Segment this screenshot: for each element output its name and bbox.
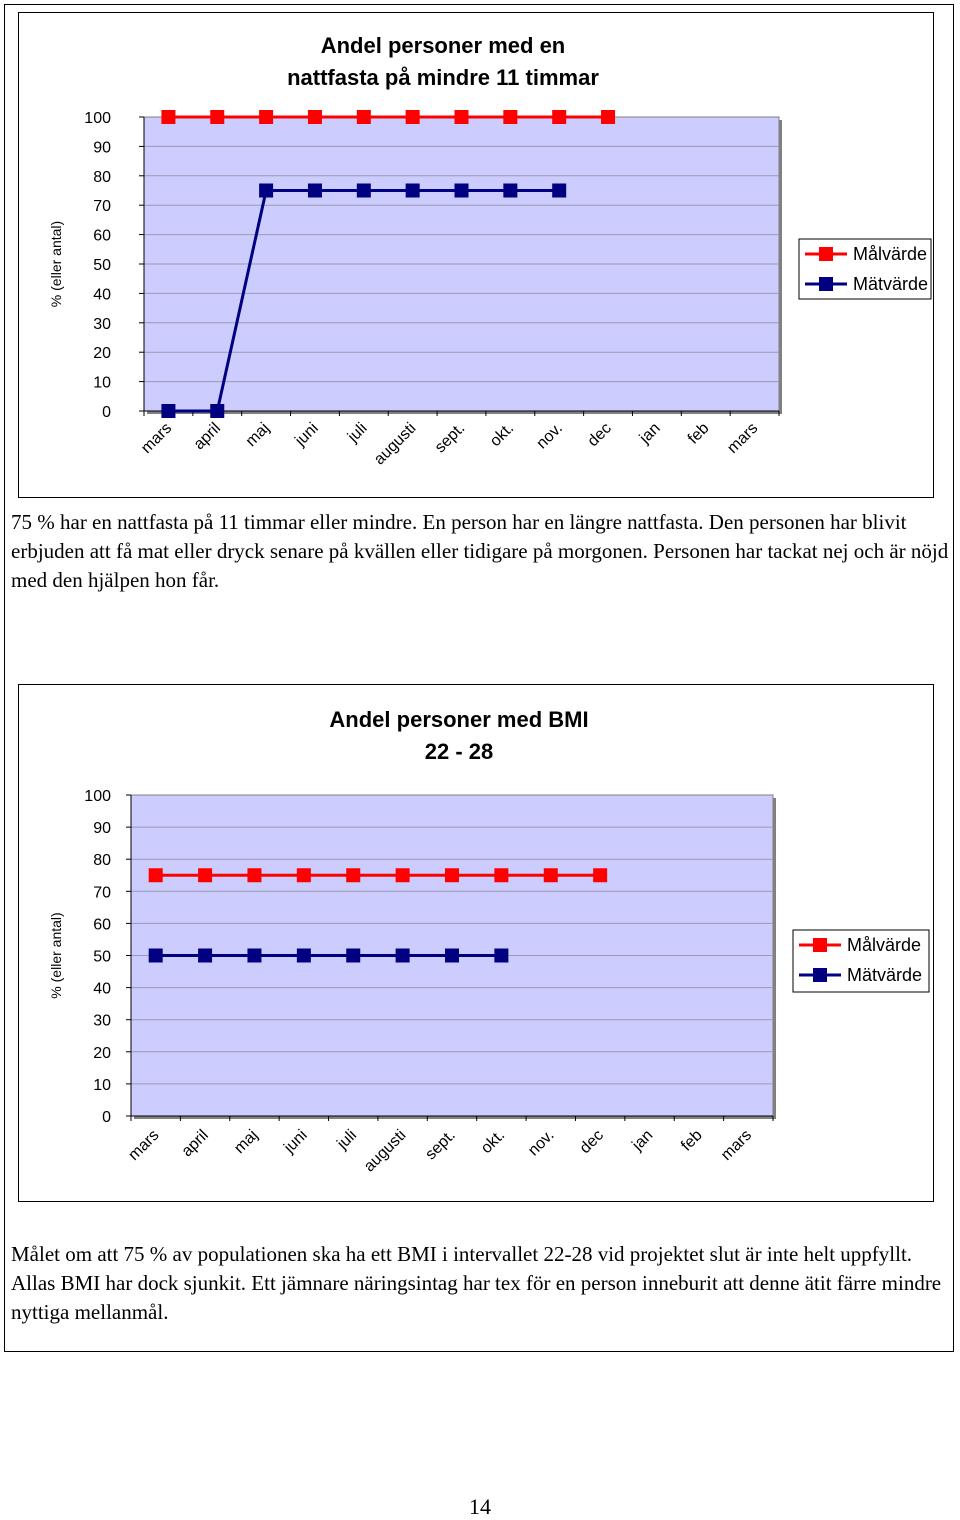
chart-title-line: Andel personer med en <box>320 33 566 58</box>
chart-title-line: nattfasta på mindre 11 timmar <box>287 65 599 90</box>
y-tick-label: 60 <box>93 227 111 245</box>
legend-marker <box>813 968 827 982</box>
y-tick-label: 30 <box>93 1012 111 1030</box>
y-axis-title: % (eller antal) <box>48 220 64 308</box>
data-point-malvarde <box>494 868 508 882</box>
data-point-malvarde <box>308 110 322 124</box>
data-point-malvarde <box>544 868 558 882</box>
data-point-matvarde <box>396 949 410 963</box>
y-tick-label: 20 <box>93 1044 111 1062</box>
x-category-label: maj <box>231 1126 262 1158</box>
x-category-label: feb <box>677 1126 706 1155</box>
x-category-label: juni <box>281 1126 311 1157</box>
data-point-matvarde <box>247 949 261 963</box>
x-category-label: sept. <box>431 419 469 457</box>
y-tick-label: 10 <box>93 1076 111 1094</box>
x-category-label: april <box>178 1126 212 1161</box>
paragraph-nattfasta: 75 % har en nattfasta på 11 timmar eller mindre. En person har en längre nattfasta. Den personen har blivit erbjuden att få mat eller dryck senare på kvällen eller tidigare på morgonen. Personen har tackat nej och är nöjd med den hjälpen hon får. <box>11 510 949 592</box>
legend-label: Mätvärde <box>847 965 923 985</box>
y-tick-label: 80 <box>93 852 111 870</box>
data-point-matvarde <box>149 949 163 963</box>
y-tick-label: 40 <box>93 286 111 304</box>
x-category-label: mars <box>125 1126 163 1164</box>
y-tick-label: 50 <box>93 257 111 274</box>
x-category-label: april <box>190 419 225 454</box>
x-category-label: juli <box>344 419 371 446</box>
x-category-label: mars <box>724 419 762 457</box>
x-category-label: dec <box>576 1126 607 1158</box>
data-point-malvarde <box>593 868 607 882</box>
data-point-matvarde <box>357 184 371 198</box>
data-point-matvarde <box>308 184 322 198</box>
data-point-malvarde <box>357 110 371 124</box>
data-point-matvarde <box>259 184 273 198</box>
data-point-matvarde <box>346 949 360 963</box>
data-point-malvarde <box>297 868 311 882</box>
data-point-malvarde <box>161 110 175 124</box>
x-category-label: mars <box>138 419 176 457</box>
x-category-label: sept. <box>422 1126 459 1164</box>
y-tick-label: 40 <box>93 980 111 998</box>
data-point-malvarde <box>445 868 459 882</box>
data-point-matvarde <box>161 404 175 418</box>
x-category-label: augusti <box>360 1126 410 1176</box>
data-point-malvarde <box>149 868 163 882</box>
data-point-matvarde <box>455 184 469 198</box>
data-point-malvarde <box>503 110 517 124</box>
data-point-matvarde <box>406 184 420 198</box>
data-point-malvarde <box>406 110 420 124</box>
chart-bmi <box>18 684 934 1202</box>
x-category-label: feb <box>684 419 713 448</box>
y-tick-label: 20 <box>93 345 111 363</box>
data-point-malvarde <box>552 110 566 124</box>
data-point-matvarde <box>445 949 459 963</box>
y-tick-label: 0 <box>102 1109 111 1126</box>
legend-marker <box>813 938 827 952</box>
x-category-label: jan <box>636 419 664 447</box>
y-tick-label: 0 <box>102 404 111 421</box>
chart-title-line: Andel personer med BMI <box>329 707 589 732</box>
data-point-malvarde <box>601 110 615 124</box>
x-category-label: jan <box>629 1126 657 1154</box>
x-category-label: mars <box>717 1126 756 1164</box>
y-tick-label: 80 <box>93 168 111 186</box>
data-point-matvarde <box>198 949 212 963</box>
x-category-label: nov. <box>525 1126 558 1160</box>
y-tick-label: 100 <box>84 110 111 127</box>
data-point-malvarde <box>210 110 224 124</box>
x-category-label: juni <box>292 419 322 450</box>
y-tick-label: 50 <box>93 948 111 966</box>
legend-label: Mätvärde <box>853 274 929 294</box>
x-category-label: maj <box>242 419 273 451</box>
y-tick-label: 10 <box>93 374 111 392</box>
y-tick-label: 90 <box>93 820 111 838</box>
x-category-label: okt. <box>477 1126 509 1158</box>
data-point-matvarde <box>552 184 566 198</box>
x-category-label: nov. <box>533 419 567 453</box>
chart-title-line: 22 - 28 <box>424 739 494 764</box>
y-tick-label: 30 <box>93 315 111 333</box>
chart-bmi-svg <box>19 685 935 1203</box>
data-point-matvarde <box>503 184 517 198</box>
data-point-matvarde <box>494 949 508 963</box>
y-tick-label: 60 <box>93 916 111 934</box>
data-point-malvarde <box>396 868 410 882</box>
data-point-malvarde <box>455 110 469 124</box>
data-point-malvarde <box>346 868 360 882</box>
x-category-label: dec <box>584 419 615 451</box>
x-category-label: augusti <box>370 419 420 469</box>
y-tick-label: 70 <box>93 198 111 216</box>
data-point-malvarde <box>247 868 261 882</box>
page-number: 14 <box>469 1494 491 1519</box>
legend-marker <box>819 247 833 261</box>
y-tick-label: 90 <box>93 139 111 157</box>
data-point-malvarde <box>259 110 273 124</box>
legend-marker <box>819 277 833 291</box>
data-point-matvarde <box>210 404 224 418</box>
x-category-label: okt. <box>486 419 518 451</box>
y-tick-label: 100 <box>84 788 111 805</box>
chart-nattfasta-svg <box>19 13 935 499</box>
y-axis-title: % (eller antal) <box>48 912 64 999</box>
legend-label: Målvärde <box>853 244 928 264</box>
data-point-malvarde <box>198 868 212 882</box>
paragraph-bmi: Målet om att 75 % av populationen ska ha ett BMI i intervallet 22-28 vid projektet slut är inte helt uppfyllt. Allas BMI har dock sjunkit. Ett jämnare näringsintag har tex för en person inneburit att denne ätit färre mindre nyttiga mellanmål. <box>11 1242 942 1324</box>
y-tick-label: 70 <box>93 884 111 902</box>
chart-nattfasta <box>18 12 934 498</box>
legend-label: Målvärde <box>847 935 922 955</box>
x-category-label: juli <box>334 1126 361 1153</box>
data-point-matvarde <box>297 949 311 963</box>
